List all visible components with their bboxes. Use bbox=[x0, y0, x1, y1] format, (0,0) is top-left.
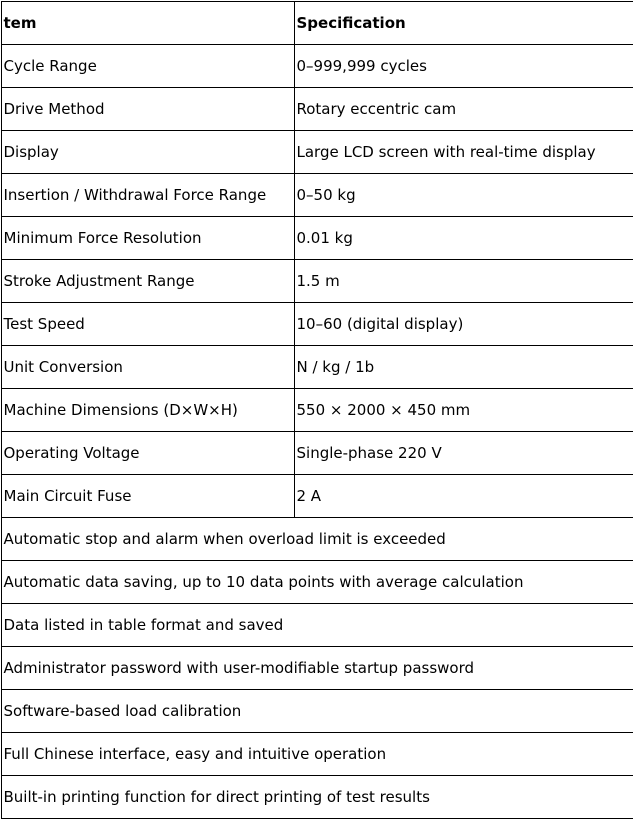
feature-row bbox=[1, 689, 633, 732]
table-row bbox=[1, 87, 633, 130]
row-spec: Single-phase 220 V bbox=[294, 431, 633, 474]
table-row bbox=[1, 259, 633, 302]
table-row bbox=[1, 345, 633, 388]
feature-row bbox=[1, 775, 633, 818]
row-item: Cycle Range bbox=[1, 44, 294, 87]
table-row bbox=[1, 431, 633, 474]
feature-text: Data listed in table format and saved bbox=[1, 603, 633, 646]
row-item: Operating Voltage bbox=[1, 431, 294, 474]
row-item: Unit Conversion bbox=[1, 345, 294, 388]
row-spec: 2 A bbox=[294, 474, 633, 517]
feature-row bbox=[1, 603, 633, 646]
feature-text: Full Chinese interface, easy and intuitive operation bbox=[1, 732, 633, 775]
table-header-row bbox=[1, 1, 633, 44]
feature-text: Software-based load calibration bbox=[1, 689, 633, 732]
header-specification: Specification bbox=[294, 1, 633, 44]
feature-row bbox=[1, 646, 633, 689]
row-item: Main Circuit Fuse bbox=[1, 474, 294, 517]
row-spec: N / kg / 1b bbox=[294, 345, 633, 388]
feature-row bbox=[1, 517, 633, 560]
row-item: Stroke Adjustment Range bbox=[1, 259, 294, 302]
row-spec: 0–999,999 cycles bbox=[294, 44, 633, 87]
feature-row bbox=[1, 560, 633, 603]
row-item: Test Speed bbox=[1, 302, 294, 345]
row-spec: 10–60 (digital display) bbox=[294, 302, 633, 345]
row-item: Machine Dimensions (D×W×H) bbox=[1, 388, 294, 431]
row-item: Display bbox=[1, 130, 294, 173]
row-spec: 1.5 m bbox=[294, 259, 633, 302]
feature-text: Automatic stop and alarm when overload limit is exceeded bbox=[1, 517, 633, 560]
row-item: Insertion / Withdrawal Force Range bbox=[1, 173, 294, 216]
row-spec: 550 × 2000 × 450 mm bbox=[294, 388, 633, 431]
feature-text: Administrator password with user-modifiable startup password bbox=[1, 646, 633, 689]
row-spec: 0–50 kg bbox=[294, 173, 633, 216]
row-item: Drive Method bbox=[1, 87, 294, 130]
specification-table bbox=[1, 1, 633, 819]
row-spec: 0.01 kg bbox=[294, 216, 633, 259]
table-row bbox=[1, 216, 633, 259]
table-row bbox=[1, 474, 633, 517]
row-spec: Rotary eccentric cam bbox=[294, 87, 633, 130]
feature-text: Built-in printing function for direct printing of test results bbox=[1, 775, 633, 818]
header-item: tem bbox=[1, 1, 294, 44]
row-item: Minimum Force Resolution bbox=[1, 216, 294, 259]
table-row bbox=[1, 173, 633, 216]
table-row bbox=[1, 130, 633, 173]
table-row bbox=[1, 44, 633, 87]
row-spec: Large LCD screen with real-time display bbox=[294, 130, 633, 173]
feature-row bbox=[1, 732, 633, 775]
table-row bbox=[1, 302, 633, 345]
feature-text: Automatic data saving, up to 10 data points with average calculation bbox=[1, 560, 633, 603]
table-row bbox=[1, 388, 633, 431]
